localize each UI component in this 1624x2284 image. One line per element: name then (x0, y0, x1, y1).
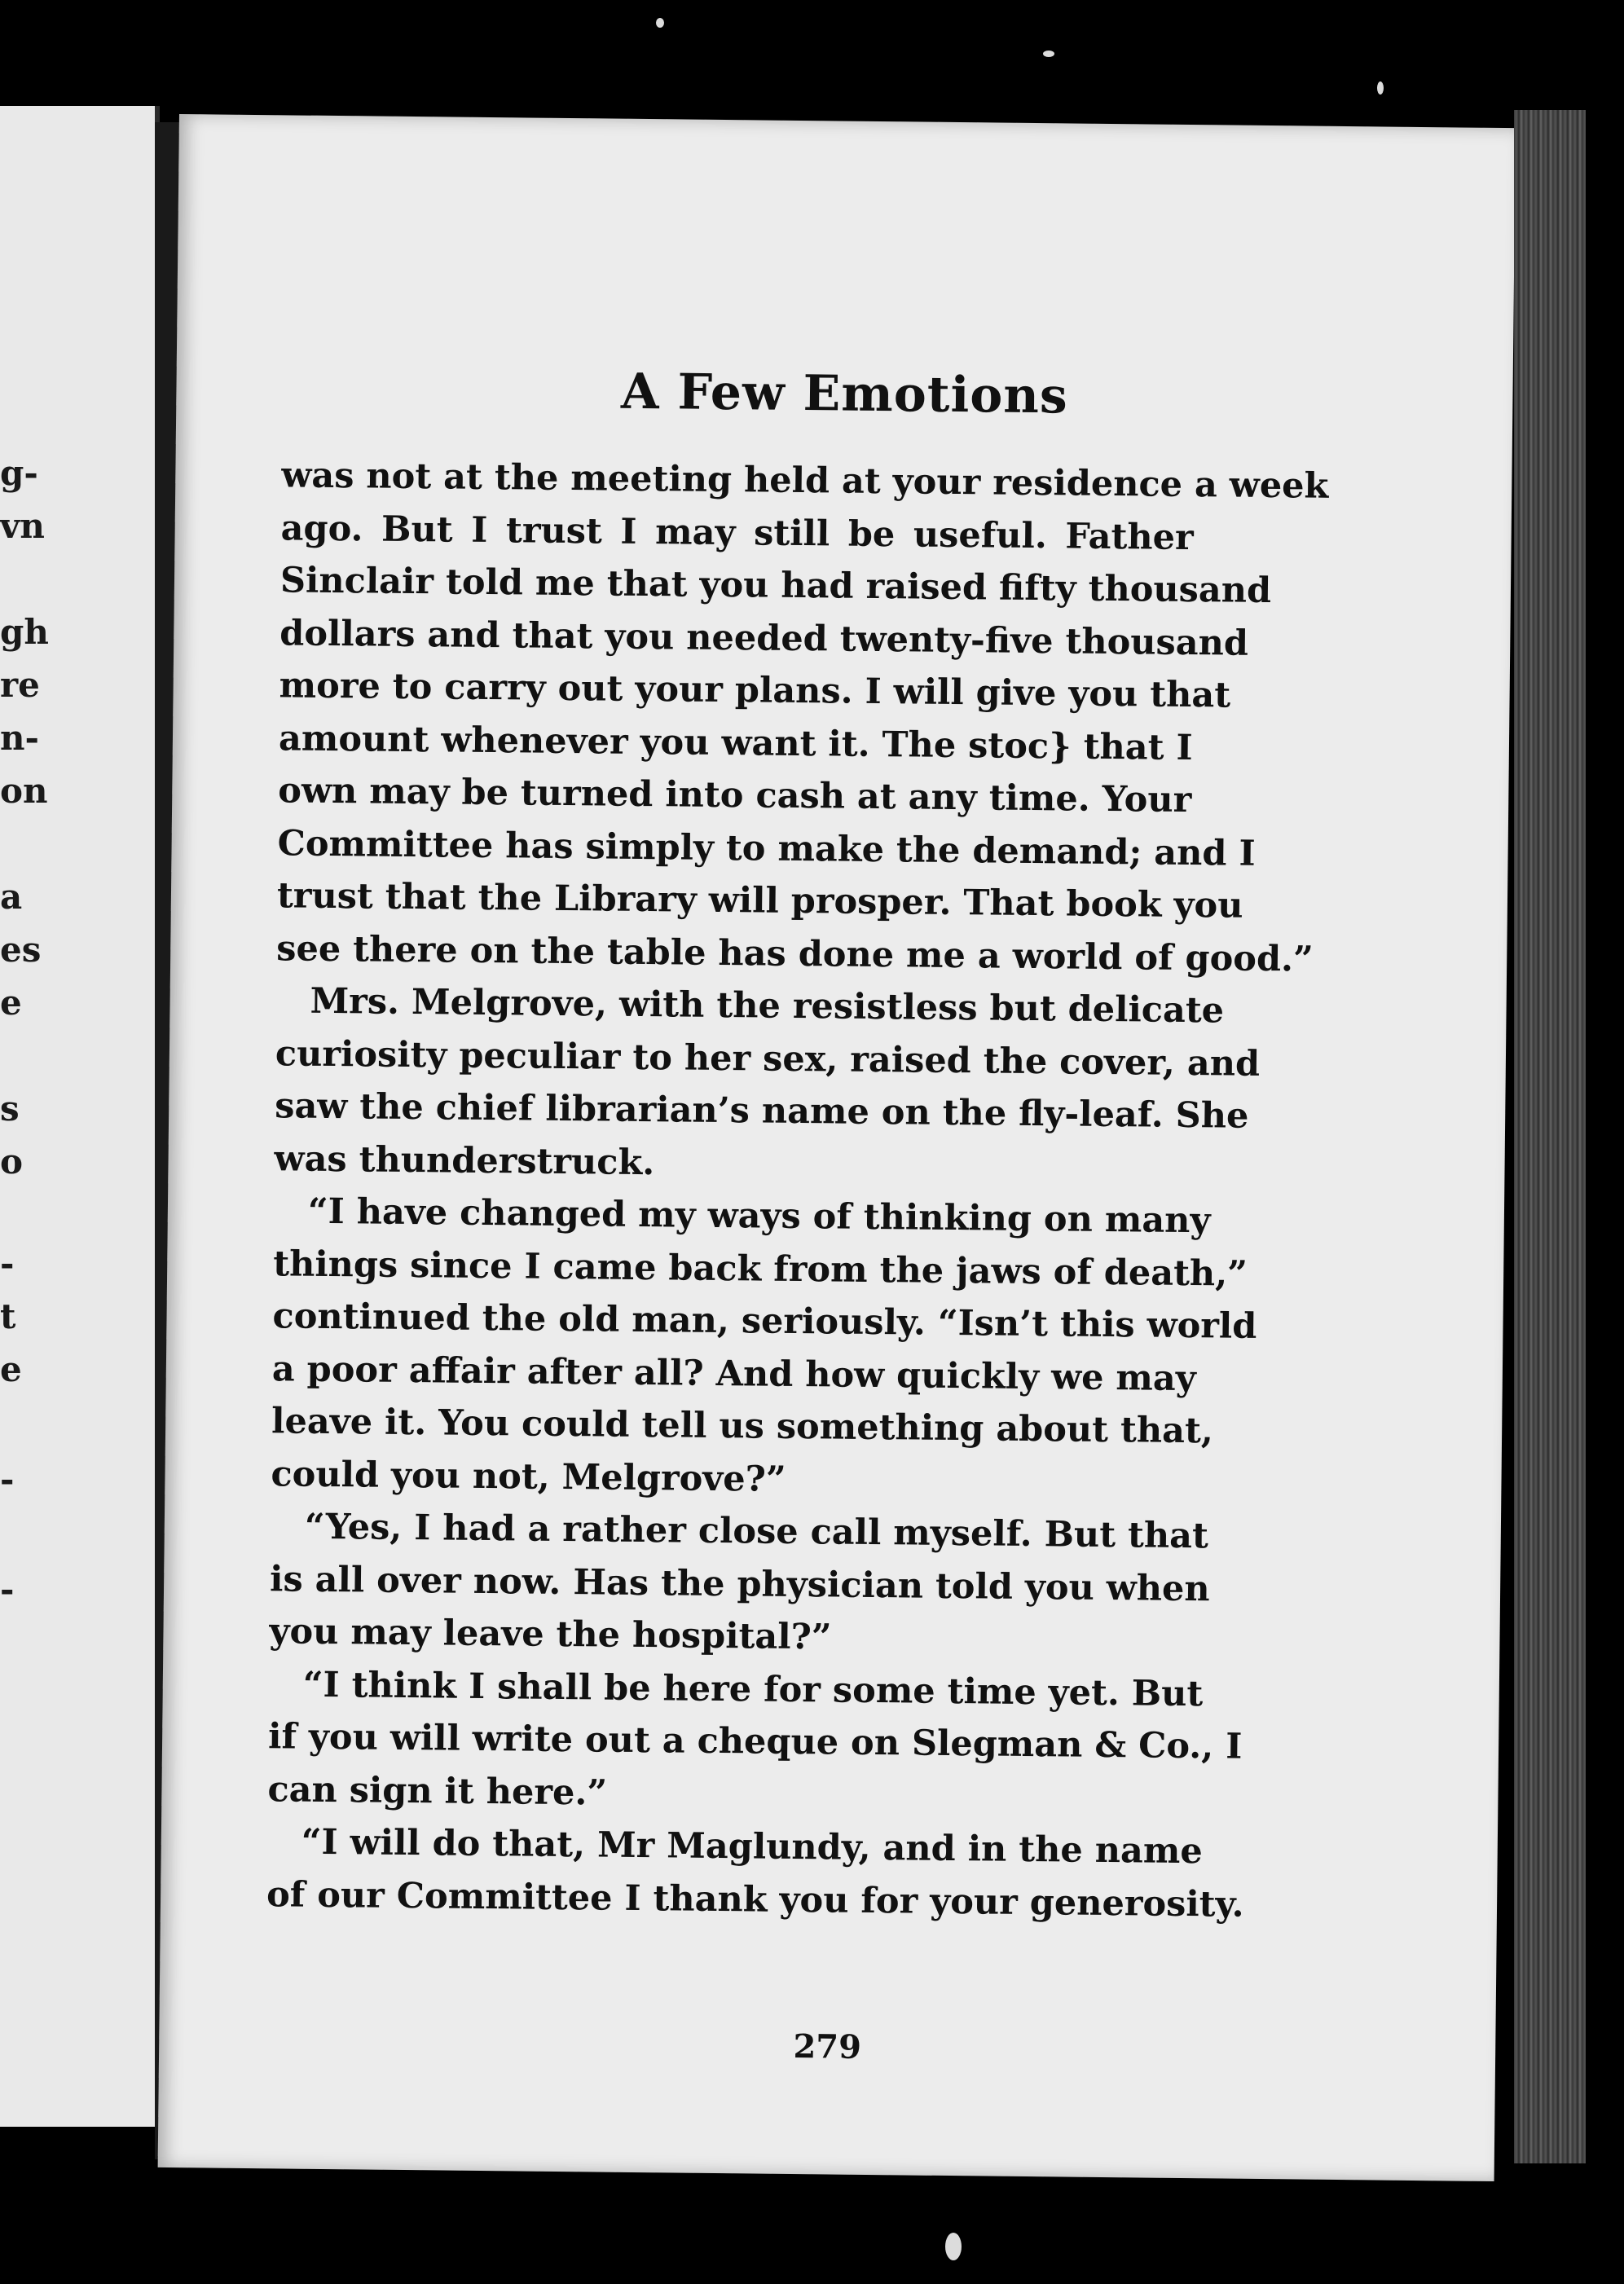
facing-page-fragment: a (0, 877, 23, 917)
text-line: if you will write out a cheque on Slegman & Co., I (267, 1716, 1243, 1767)
facing-page-fragment: g- (0, 453, 38, 493)
facing-page-fragment: - (0, 1459, 15, 1499)
text-line: own may be turned into cash at any time. Your (278, 770, 1192, 821)
facing-page-left (0, 106, 160, 2127)
text-line: “I have changed my ways of thinking on many (307, 1190, 1211, 1242)
text-line: amount whenever you want it. The stoc} that I (278, 717, 1193, 768)
text-line: was thunderstruck. (274, 1138, 655, 1183)
facing-page-fragment: t (0, 1296, 16, 1336)
scan-speck (945, 2233, 962, 2260)
text-line: Mrs. Melgrove, with the resistless but delicate (310, 980, 1225, 1032)
facing-page-fragment: n- (0, 718, 39, 758)
scan-speck (656, 18, 664, 28)
text-line: Sinclair told me that you had raised fifty thousand (279, 560, 1272, 612)
text-line: ago. But I trust I may still be useful. Father (280, 507, 1194, 558)
text-line: more to carry out your plans. I will give you that (279, 665, 1231, 716)
text-line: could you not, Melgrove?” (271, 1453, 786, 1500)
text-line: leave it. You could tell us something about that, (271, 1401, 1214, 1452)
text-line: you may leave the hospital?” (269, 1611, 832, 1658)
facing-page-fragment: s (0, 1089, 20, 1129)
text-line: “I think I shall be here for some time yet. But (302, 1664, 1204, 1714)
text-line: can sign it here.” (267, 1768, 608, 1814)
scan-speck (1377, 81, 1384, 95)
text-line: of our Committee I thank you for your generosity. (266, 1873, 1244, 1925)
facing-page-fragment: es (0, 930, 42, 970)
text-line: Committee has simply to make the demand; and I (277, 822, 1256, 874)
facing-page-fragment: on (0, 771, 48, 811)
facing-page-fragment: re (0, 665, 40, 705)
text-line: “I will do that, Mr Maglundy, and in the name (301, 1821, 1203, 1873)
page-edges (1514, 110, 1586, 2163)
facing-page-fragment: vn (0, 506, 45, 546)
book-page-right (158, 114, 1516, 2181)
scan-speck (1043, 51, 1054, 57)
facing-page-fragment: e (0, 983, 22, 1023)
text-line: continued the old man, seriously. “Isn’t this world (272, 1296, 1257, 1347)
facing-page-fragment: e (0, 1349, 22, 1389)
running-head: A Few Emotions (620, 363, 1069, 425)
text-line: a poor affair after all? And how quickly we may (271, 1348, 1197, 1399)
text-line: see there on the table has done me a world of good.” (276, 927, 1314, 980)
facing-page-fragment: o (0, 1142, 24, 1182)
body-text (266, 449, 1329, 1930)
text-line: was not at the meeting held at your residence a week (281, 455, 1329, 507)
text-line: “Yes, I had a rather close call myself. But that (304, 1506, 1209, 1557)
facing-page-fragment: gh (0, 612, 49, 652)
facing-page-fragment: - (0, 1569, 15, 1609)
page-number: 279 (793, 2027, 862, 2066)
text-line: saw the chief librarian’s name on the fly-leaf. She (274, 1085, 1249, 1137)
text-line: is all over now. Has the physician told you when (269, 1558, 1210, 1609)
text-line: trust that the Library will prosper. That book you (276, 875, 1243, 926)
text-line: dollars and that you needed twenty-five thousand (279, 612, 1249, 664)
text-line: curiosity peculiar to her sex, raised the cover, and (275, 1032, 1261, 1085)
facing-page-fragment: - (0, 1243, 15, 1283)
text-line: things since I came back from the jaws of death,” (272, 1243, 1248, 1295)
